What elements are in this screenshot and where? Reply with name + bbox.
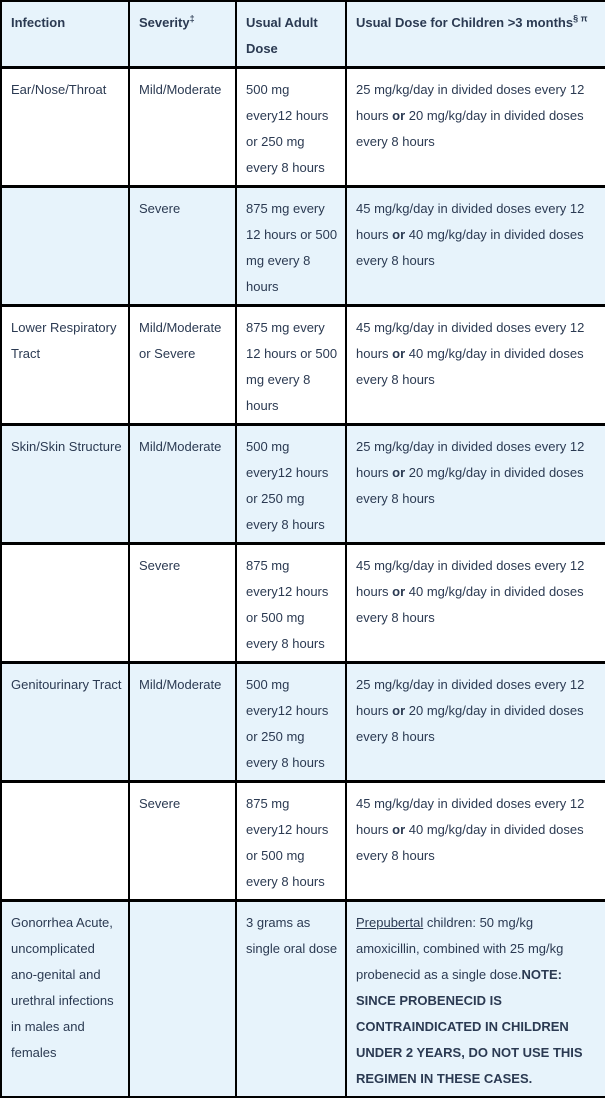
column-header-label: Infection — [11, 15, 66, 30]
cell-adult-dose: 3 grams as single oral dose — [236, 901, 346, 1098]
cell-infection — [1, 544, 129, 663]
cell-child-dose — [346, 663, 605, 782]
cell-severity: Mild/Moderate or Severe — [129, 306, 236, 425]
cell-adult-dose: 500 mg every12 hours or 250 mg every 8 hours — [236, 425, 346, 544]
child-dose-or: or — [392, 584, 406, 599]
child-dose-text: 20 mg/kg/day in divided doses every 8 hours — [356, 465, 584, 506]
cell-severity: Mild/Moderate — [129, 425, 236, 544]
cell-adult-dose: 875 mg every 12 hours or 500 mg every 8 hours — [236, 187, 346, 306]
child-dose-or: or — [392, 346, 406, 361]
cell-infection — [1, 187, 129, 306]
cell-adult-dose: 875 mg every12 hours or 500 mg every 8 hours — [236, 782, 346, 901]
child-dose-text: 20 mg/kg/day in divided doses every 8 hours — [356, 703, 584, 744]
table-row — [1, 68, 605, 187]
table-row — [1, 306, 605, 425]
header-row — [1, 1, 605, 68]
column-header-infection — [1, 1, 129, 68]
cell-child-dose — [346, 425, 605, 544]
child-dose-text: 25 mg/kg/day in divided doses every 12 hours — [356, 677, 585, 718]
child-dose-text: 40 mg/kg/day in divided doses every 8 hours — [356, 822, 584, 863]
cell-infection: Ear/Nose/Throat — [1, 68, 129, 187]
column-header-label: Severity — [139, 15, 190, 30]
cell-child-dose — [346, 187, 605, 306]
table-row — [1, 544, 605, 663]
child-dose-note: NOTE: SINCE PROBENECID IS CONTRAINDICATED IN CHILDREN UNDER 2 YEARS, DO NOT USE THIS REGIMEN IN THESE CASES. — [356, 967, 583, 1086]
cell-adult-dose: 500 mg every12 hours or 250 mg every 8 hours — [236, 68, 346, 187]
cell-child-dose — [346, 544, 605, 663]
cell-severity: Severe — [129, 544, 236, 663]
cell-infection: Skin/Skin Structure — [1, 425, 129, 544]
column-header-child-dose — [346, 1, 605, 68]
table-row — [1, 663, 605, 782]
child-dose-text: 45 mg/kg/day in divided doses every 12 hours — [356, 201, 585, 242]
table-row — [1, 782, 605, 901]
child-dose-text: 25 mg/kg/day in divided doses every 12 hours — [356, 439, 585, 480]
column-header-severity — [129, 1, 236, 68]
cell-severity — [129, 901, 236, 1098]
column-header-label: Usual Adult Dose — [246, 15, 318, 56]
child-dose-or: or — [392, 822, 406, 837]
child-dose-or: or — [392, 703, 406, 718]
cell-child-dose — [346, 901, 605, 1098]
footnote-marker: § π — [573, 13, 588, 24]
cell-child-dose — [346, 68, 605, 187]
cell-severity: Mild/Moderate — [129, 68, 236, 187]
table-row — [1, 425, 605, 544]
cell-adult-dose: 500 mg every12 hours or 250 mg every 8 hours — [236, 663, 346, 782]
child-dose-text: 45 mg/kg/day in divided doses every 12 hours — [356, 796, 585, 837]
child-dose-underlined-word: Prepubertal — [356, 915, 424, 930]
cell-severity: Severe — [129, 782, 236, 901]
child-dose-text: 25 mg/kg/day in divided doses every 12 hours — [356, 82, 585, 123]
footnote-marker: ‡ — [189, 13, 195, 24]
column-header-label: Usual Dose for Children >3 months — [356, 15, 574, 30]
column-header-adult-dose — [236, 1, 346, 68]
child-dose-text: children: 50 mg/kg amoxicillin, combined with 25 mg/kg probenecid as a single dose. — [356, 915, 564, 982]
child-dose-or: or — [392, 227, 406, 242]
cell-infection: Gonorrhea Acute, uncomplicated ano-genital and urethral infections in males and females — [1, 901, 129, 1098]
table-row — [1, 187, 605, 306]
cell-severity: Severe — [129, 187, 236, 306]
child-dose-text: 45 mg/kg/day in divided doses every 12 hours — [356, 558, 585, 599]
child-dose-text: 40 mg/kg/day in divided doses every 8 hours — [356, 346, 584, 387]
cell-infection — [1, 782, 129, 901]
table-row-gonorrhea — [1, 901, 605, 1098]
cell-adult-dose: 875 mg every12 hours or 500 mg every 8 hours — [236, 544, 346, 663]
child-dose-or: or — [392, 108, 406, 123]
child-dose-text: 40 mg/kg/day in divided doses every 8 hours — [356, 584, 584, 625]
child-dose-or: or — [392, 465, 406, 480]
cell-child-dose — [346, 306, 605, 425]
cell-infection: Genitourinary Tract — [1, 663, 129, 782]
cell-infection: Lower Respiratory Tract — [1, 306, 129, 425]
cell-child-dose — [346, 782, 605, 901]
cell-severity: Mild/Moderate — [129, 663, 236, 782]
cell-adult-dose: 875 mg every 12 hours or 500 mg every 8 hours — [236, 306, 346, 425]
child-dose-text: 20 mg/kg/day in divided doses every 8 hours — [356, 108, 584, 149]
child-dose-text: 45 mg/kg/day in divided doses every 12 hours — [356, 320, 585, 361]
child-dose-text: 40 mg/kg/day in divided doses every 8 hours — [356, 227, 584, 268]
